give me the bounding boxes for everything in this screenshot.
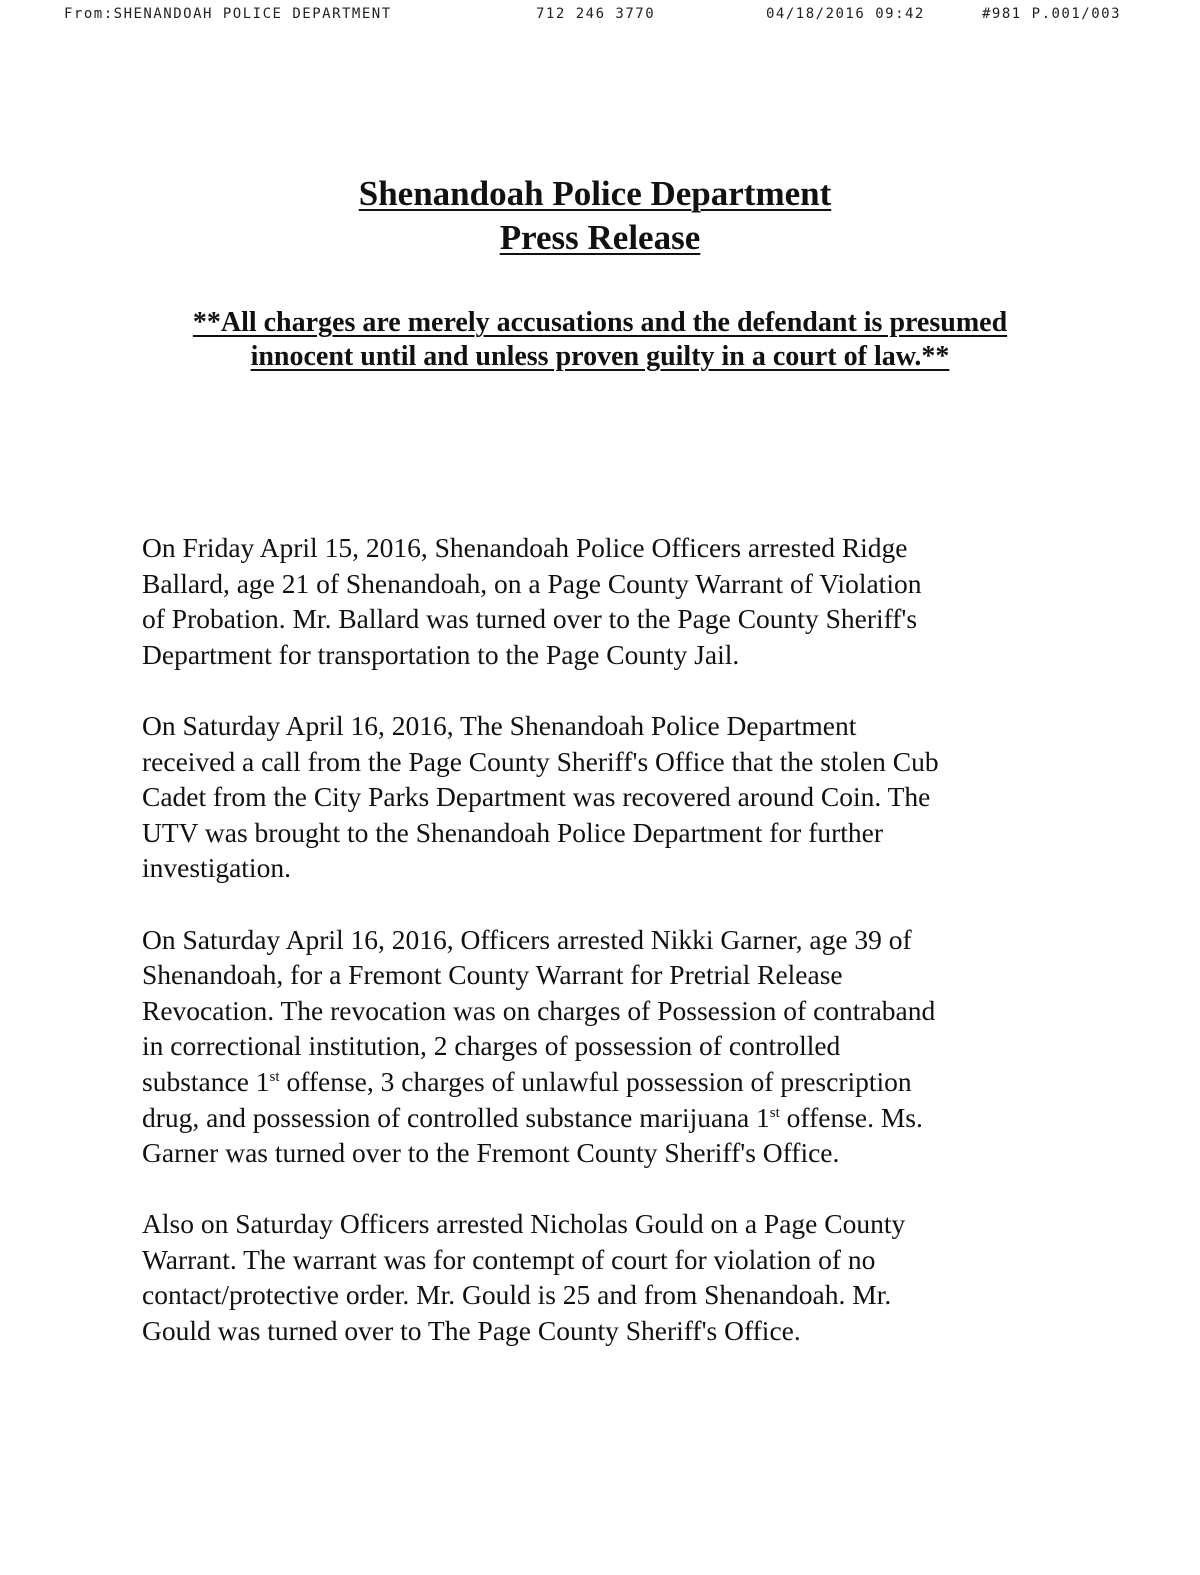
fax-phone-number: 712 246 3770 <box>536 6 656 22</box>
text-line <box>142 1100 1082 1136</box>
ordinal-suffix: st <box>269 1068 280 1085</box>
text-line: Cadet from the City Parks Department was recovered around Coin. The <box>142 781 931 813</box>
text-line: On Saturday April 16, 2016, The Shenandoah Police Department <box>142 709 857 741</box>
text-line: Department for transportation to the Page County Jail. <box>142 638 740 670</box>
press-release-heading: Press Release <box>499 218 701 257</box>
paragraph-garner-arrest <box>142 922 1082 1171</box>
disclaimer-line-1: **All charges are merely accusations and the defendant is presumed <box>192 307 1008 338</box>
paragraph-ballard-arrest <box>142 530 1082 672</box>
paragraph-utv-recovery <box>142 708 1082 886</box>
ordinal-suffix: st <box>769 1104 780 1121</box>
text-fragment: substance 1 <box>142 1065 270 1097</box>
text-fragment: offense, 3 charges of unlawful possession of prescription <box>279 1065 912 1097</box>
text-line: On Friday April 15, 2016, Shenandoah Police Officers arrested Ridge <box>142 532 908 563</box>
text-line: contact/protective order. Mr. Gould is 25 and from Shenandoah. Mr. <box>142 1279 892 1311</box>
text-line: received a call from the Page County Sheriff's Office that the stolen Cub <box>142 745 939 777</box>
fax-datetime: 04/18/2016 09:42 <box>766 6 925 22</box>
text-line: Gould was turned over to The Page County Sheriff's Office. <box>142 1315 801 1347</box>
text-line: Shenandoah, for a Fremont County Warrant for Pretrial Release <box>142 959 843 991</box>
text-fragment: drug, and possession of controlled substance marijuana 1 <box>142 1101 770 1133</box>
text-line: of Probation. Mr. Ballard was turned over to the Page County Sheriff's <box>142 603 918 635</box>
fax-header <box>0 6 1200 26</box>
text-line: Garner was turned over to the Fremont County Sheriff's Office. <box>142 1137 840 1169</box>
text-line: Also on Saturday Officers arrested Nicholas Gould on a Page County <box>142 1208 906 1240</box>
fax-page-number: #981 P.001/003 <box>982 6 1122 22</box>
legal-disclaimer <box>0 306 1200 374</box>
text-line: Revocation. The revocation was on charges of Possession of contraband <box>142 994 936 1026</box>
disclaimer-line-2: innocent until and unless proven guilty in a court of law.** <box>250 341 950 372</box>
paragraph-gould-arrest <box>142 1206 1082 1348</box>
text-line: in correctional institution, 2 charges of possession of controlled <box>142 1030 841 1062</box>
text-line: investigation. <box>142 852 291 884</box>
text-fragment: offense. Ms. <box>779 1101 923 1133</box>
document-title <box>0 172 1200 260</box>
text-line: UTV was brought to the Shenandoah Police Department for further <box>142 816 884 848</box>
department-name: Shenandoah Police Department <box>358 174 832 213</box>
text-line <box>142 1064 1082 1100</box>
text-line: On Saturday April 16, 2016, Officers arrested Nikki Garner, age 39 of <box>142 923 912 955</box>
text-line: Warrant. The warrant was for contempt of court for violation of no <box>142 1243 876 1275</box>
text-line: Ballard, age 21 of Shenandoah, on a Page County Warrant of Violation <box>142 567 922 599</box>
press-release-body <box>142 530 1082 1384</box>
fax-sender: From:SHENANDOAH POLICE DEPARTMENT <box>64 6 392 22</box>
